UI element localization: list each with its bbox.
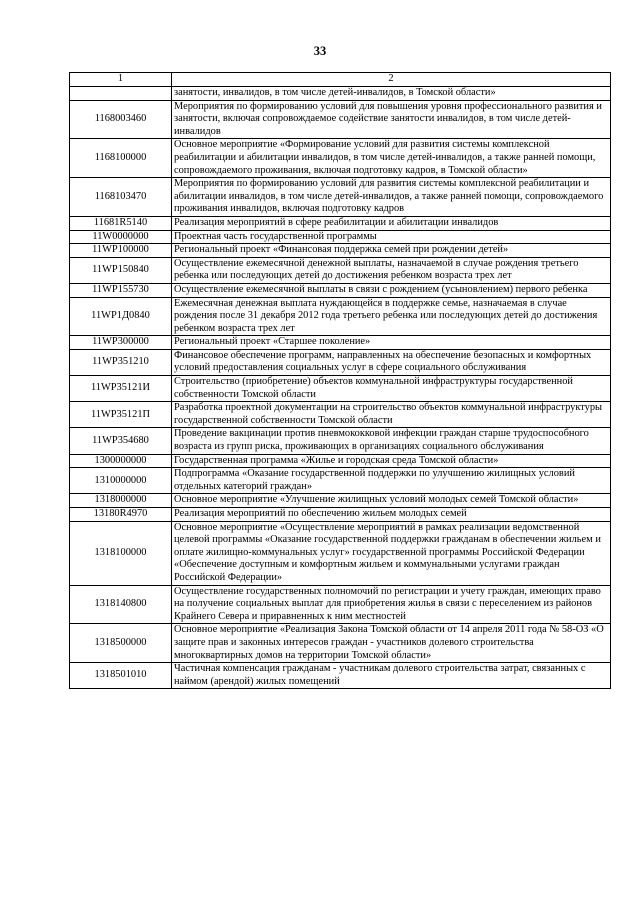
row-description: Основное мероприятие «Реализация Закона Томской области от 14 апреля 2011 года № 58-ОЗ «О защите прав и законных интересов граждан - участников долевого строительства многоквартирных домов на территории Томской области» bbox=[172, 624, 611, 663]
table-row bbox=[70, 376, 611, 402]
row-description: Строительство (приобретение) объектов коммунальной инфраструктуры государственной собственности Томской области bbox=[172, 376, 611, 402]
row-code: 1318500000 bbox=[70, 624, 172, 663]
table-row bbox=[70, 336, 611, 350]
row-description: Частичная компенсация гражданам - участникам долевого строительства затрат, связанных с наймом (арендой) жилых помещений bbox=[172, 663, 611, 689]
page-number: 33 bbox=[313, 44, 327, 58]
row-code bbox=[70, 87, 172, 101]
row-description: Основное мероприятие «Формирование условий для развития системы комплексной реабилитации и абилитации инвалидов, в том числе детей-инвалидов, а также ранней помощи, сопровождаемого проживания, включая подготовку кадров, в Томской области» bbox=[172, 139, 611, 178]
row-code: 11WP155730 bbox=[70, 283, 172, 297]
table-row bbox=[70, 494, 611, 508]
row-code: 11WP35121П bbox=[70, 402, 172, 428]
row-code: 11WP351210 bbox=[70, 349, 172, 375]
row-code: 1310000000 bbox=[70, 468, 172, 494]
table-row bbox=[70, 428, 611, 454]
row-description: Региональный проект «Финансовая поддержка семей при рождении детей» bbox=[172, 244, 611, 258]
row-code: 1168003460 bbox=[70, 100, 172, 139]
table-row bbox=[70, 100, 611, 139]
row-description: Государственная программа «Жилье и городская среда Томской области» bbox=[172, 454, 611, 468]
table-row bbox=[70, 454, 611, 468]
table-row bbox=[70, 349, 611, 375]
table-row bbox=[70, 585, 611, 624]
row-code: 1318000000 bbox=[70, 494, 172, 508]
row-description: Региональный проект «Старшее поколение» bbox=[172, 336, 611, 350]
row-description: Основное мероприятие «Осуществление мероприятий в рамках реализации ведомственной целевой программы «Оказание государственной поддержки гражданам в обеспечении жильем и оплате жилищно-коммунальных услуг» государственной программы Российской Федерации «Обеспечение доступным и комфортным жильем и коммунальными услугами граждан Российской Федерации» bbox=[172, 521, 611, 585]
row-code: 1318100000 bbox=[70, 521, 172, 585]
table-row bbox=[70, 178, 611, 217]
table-row bbox=[70, 87, 611, 101]
table-row bbox=[70, 468, 611, 494]
row-description: Осуществление ежемесячной выплаты в связи с рождением (усыновлением) первого ребенка bbox=[172, 283, 611, 297]
table-row bbox=[70, 624, 611, 663]
row-description: Осуществление ежемесячной денежной выплаты, назначаемой в случае рождения третьего ребенка или последующих детей до достижения ребенком возраста трех лет bbox=[172, 257, 611, 283]
row-description: Подпрограмма «Оказание государственной поддержки по улучшению жилищных условий отдельных категорий граждан» bbox=[172, 468, 611, 494]
row-code: 1168100000 bbox=[70, 139, 172, 178]
table-row bbox=[70, 257, 611, 283]
row-description: Реализация мероприятий по обеспечению жильем молодых семей bbox=[172, 508, 611, 522]
row-description: Ежемесячная денежная выплата нуждающейся в поддержке семье, назначаемая в случае рождения после 31 декабря 2012 года третьего ребенка или последующих детей до достижения ребенком возраста трех лет bbox=[172, 297, 611, 336]
row-code: 11WP100000 bbox=[70, 244, 172, 258]
row-description: Проектная часть государственной программы bbox=[172, 230, 611, 244]
row-description: Разработка проектной документации на строительство объектов коммунальной инфраструктуры государственной собственности Томской области bbox=[172, 402, 611, 428]
row-description: Реализация мероприятий в сфере реабилитации и абилитации инвалидов bbox=[172, 216, 611, 230]
table-row bbox=[70, 297, 611, 336]
table-row bbox=[70, 283, 611, 297]
table-row bbox=[70, 139, 611, 178]
row-code: 11W0000000 bbox=[70, 230, 172, 244]
table-row bbox=[70, 230, 611, 244]
row-description: Проведение вакцинации против пневмококковой инфекции граждан старше трудоспособного возраста из групп риска, проживающих в организациях социального обслуживания bbox=[172, 428, 611, 454]
row-description: Финансовое обеспечение программ, направленных на обеспечение безопасных и комфортных условий предоставления социальных услуг в сфере социального обслуживания bbox=[172, 349, 611, 375]
row-code: 13180R4970 bbox=[70, 508, 172, 522]
table-row bbox=[70, 508, 611, 522]
table-row bbox=[70, 663, 611, 689]
row-description: Основное мероприятие «Улучшение жилищных условий молодых семей Томской области» bbox=[172, 494, 611, 508]
table-row bbox=[70, 402, 611, 428]
row-description: Осуществление государственных полномочий по регистрации и учету граждан, имеющих право на получение социальных выплат для приобретения жилья в связи с переселением из районов Крайнего Севера и приравненных к ним местностей bbox=[172, 585, 611, 624]
column-header-description: 2 bbox=[172, 73, 611, 87]
table-row bbox=[70, 521, 611, 585]
row-code: 11681R5140 bbox=[70, 216, 172, 230]
budget-classification-table bbox=[69, 72, 611, 689]
row-code: 11WP150840 bbox=[70, 257, 172, 283]
column-header-code: 1 bbox=[70, 73, 172, 87]
row-code: 1318140800 bbox=[70, 585, 172, 624]
row-code: 11WP1Д0840 bbox=[70, 297, 172, 336]
row-code: 1168103470 bbox=[70, 178, 172, 217]
row-code: 1300000000 bbox=[70, 454, 172, 468]
row-code: 11WP35121И bbox=[70, 376, 172, 402]
table-row bbox=[70, 216, 611, 230]
row-description: Мероприятия по формированию условий для повышения уровня профессионального развития и занятости, включая сопровождаемое содействие занятости инвалидов, в том числе детей-инвалидов bbox=[172, 100, 611, 139]
row-code: 1318501010 bbox=[70, 663, 172, 689]
row-description: Мероприятия по формированию условий для развития системы комплексной реабилитации и абилитации инвалидов, в том числе детей-инвалидов, а также ранней помощи, сопровождаемого проживания инвалидов, включая подготовку кадров bbox=[172, 178, 611, 217]
row-code: 11WP354680 bbox=[70, 428, 172, 454]
header-row bbox=[70, 73, 611, 87]
table-row bbox=[70, 244, 611, 258]
row-code: 11WP300000 bbox=[70, 336, 172, 350]
row-description: занятости, инвалидов, в том числе детей-инвалидов, в Томской области» bbox=[172, 87, 611, 101]
